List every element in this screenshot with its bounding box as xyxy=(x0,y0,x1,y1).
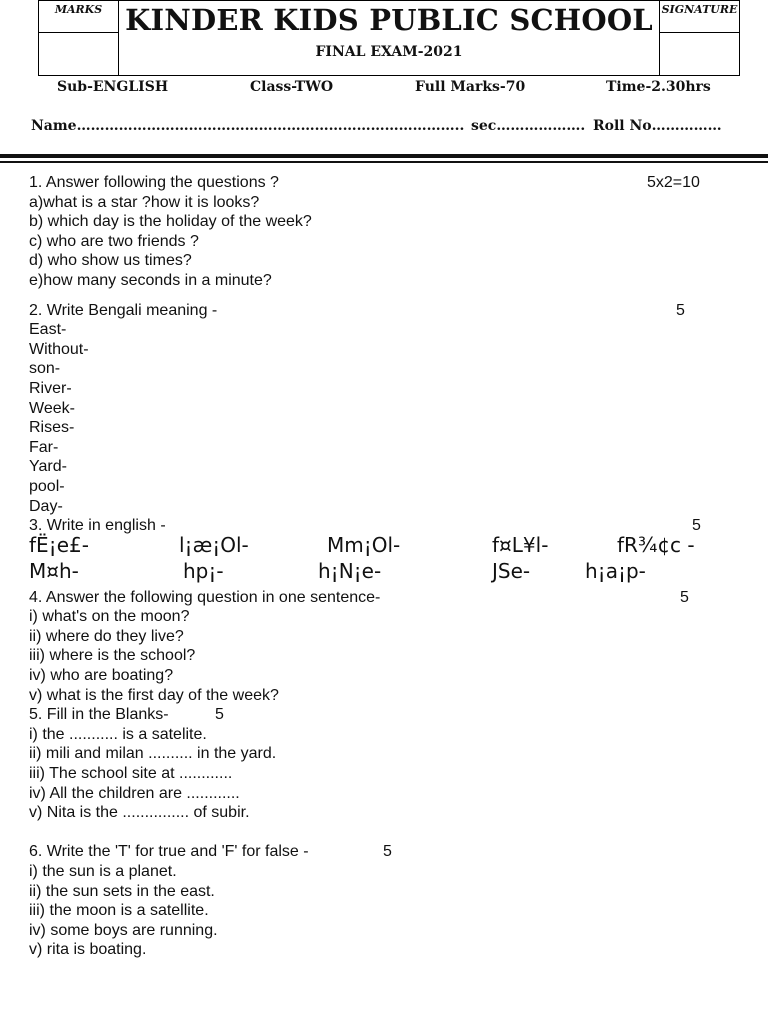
marks-label: MARKS xyxy=(39,1,118,33)
q4-marks: 5 xyxy=(680,588,689,606)
list-item: c) who are two friends ? xyxy=(29,232,199,250)
list-item: Day- xyxy=(29,497,63,515)
q3-word: l¡æ¡Ol- xyxy=(179,532,249,557)
q1-marks: 5x2=10 xyxy=(647,174,700,191)
list-item: son- xyxy=(29,360,61,378)
list-item: iv) All the children are ............ xyxy=(29,784,240,802)
list-item: d) who show us times? xyxy=(29,252,192,270)
q3-word: M¤h- xyxy=(29,558,79,583)
q2-title-line xyxy=(29,301,729,321)
list-item: ii) mili and milan .......... in the yard. xyxy=(29,745,277,763)
q5-title: 5. Fill in the Blanks- xyxy=(29,706,169,724)
list-item: East- xyxy=(29,321,67,339)
list-item: i) what's on the moon? xyxy=(29,608,190,626)
list-item: Far- xyxy=(29,438,59,456)
q3-word: JSe- xyxy=(492,558,531,583)
list-item: iii) The school site at ............ xyxy=(29,765,233,783)
list-item: River- xyxy=(29,379,72,397)
exam-title: FINAL EXAM-2021 xyxy=(315,44,463,60)
q6-title: 6. Write the 'T' for true and 'F' for false - xyxy=(29,843,309,861)
q3-word: h¡N¡e- xyxy=(318,558,382,583)
list-item: e)how many seconds in a minute? xyxy=(29,271,272,289)
q3-row-2 xyxy=(29,558,729,588)
list-item: iv) who are boating? xyxy=(29,667,174,685)
list-item: v) what is the first day of the week? xyxy=(29,686,279,704)
q3-marks: 5 xyxy=(692,517,701,535)
list-item: i) the sun is a planet. xyxy=(29,863,177,880)
q5-title-line xyxy=(29,705,729,725)
list-item: ii) where do they live? xyxy=(29,627,184,645)
q6-title-line xyxy=(29,842,729,862)
q3-word: hp¡- xyxy=(183,558,224,583)
q1-title: 1. Answer following the questions ? xyxy=(29,174,279,191)
divider-thick xyxy=(0,154,768,158)
school-name: KINDER KIDS PUBLIC SCHOOL xyxy=(125,3,653,37)
q1-title-line xyxy=(29,173,729,193)
list-item: iii) where is the school? xyxy=(29,647,196,665)
class: Class-TWO xyxy=(250,79,334,95)
list-item: pool- xyxy=(29,477,65,495)
q3-word: h¡a¡p- xyxy=(585,558,646,583)
q5-marks: 5 xyxy=(215,706,224,724)
q6-marks: 5 xyxy=(383,843,392,861)
list-item: iii) the moon is a satellite. xyxy=(29,902,209,920)
roll-field: Roll No…………… xyxy=(593,118,722,134)
list-item: a)what is a star ?how it is looks? xyxy=(29,193,260,211)
signature-label: SIGNATURE xyxy=(660,1,739,33)
q3-title: 3. Write in english - xyxy=(29,517,166,535)
q3-word: Mm¡Ol- xyxy=(327,532,401,557)
q4-title-line xyxy=(29,588,729,608)
list-item: iv) some boys are running. xyxy=(29,921,218,939)
q4-title: 4. Answer the following question in one sentence- xyxy=(29,588,381,606)
marks-box xyxy=(39,1,119,75)
list-item: b) which day is the holiday of the week? xyxy=(29,213,312,231)
q3-row-1 xyxy=(29,532,729,562)
list-item: ii) the sun sets in the east. xyxy=(29,882,215,900)
list-item: v) Nita is the ............... of subir. xyxy=(29,804,250,822)
exam-header xyxy=(38,0,740,76)
list-item: Week- xyxy=(29,399,75,417)
q2-title: 2. Write Bengali meaning - xyxy=(29,301,218,319)
questions xyxy=(29,173,729,960)
name-field: Name……………………………………………………………………….. xyxy=(31,118,465,134)
signature-box xyxy=(659,1,739,75)
section-field: sec………………. xyxy=(471,118,586,134)
list-item: i) the ........... is a satelite. xyxy=(29,725,207,743)
q3-word: f¤L¥l- xyxy=(492,532,549,557)
time: Time-2.30hrs xyxy=(606,79,711,95)
list-item: Yard- xyxy=(29,458,67,476)
q3-word: fR¾¢c - xyxy=(617,532,695,557)
q2-marks: 5 xyxy=(676,301,685,319)
subject: Sub-ENGLISH xyxy=(57,79,169,95)
list-item: v) rita is boating. xyxy=(29,941,147,959)
q3-word: fË¡e£- xyxy=(29,532,89,557)
list-item: Without- xyxy=(29,340,89,358)
list-item: Rises- xyxy=(29,419,75,437)
full-marks: Full Marks-70 xyxy=(415,79,526,95)
divider-thin xyxy=(0,161,768,163)
